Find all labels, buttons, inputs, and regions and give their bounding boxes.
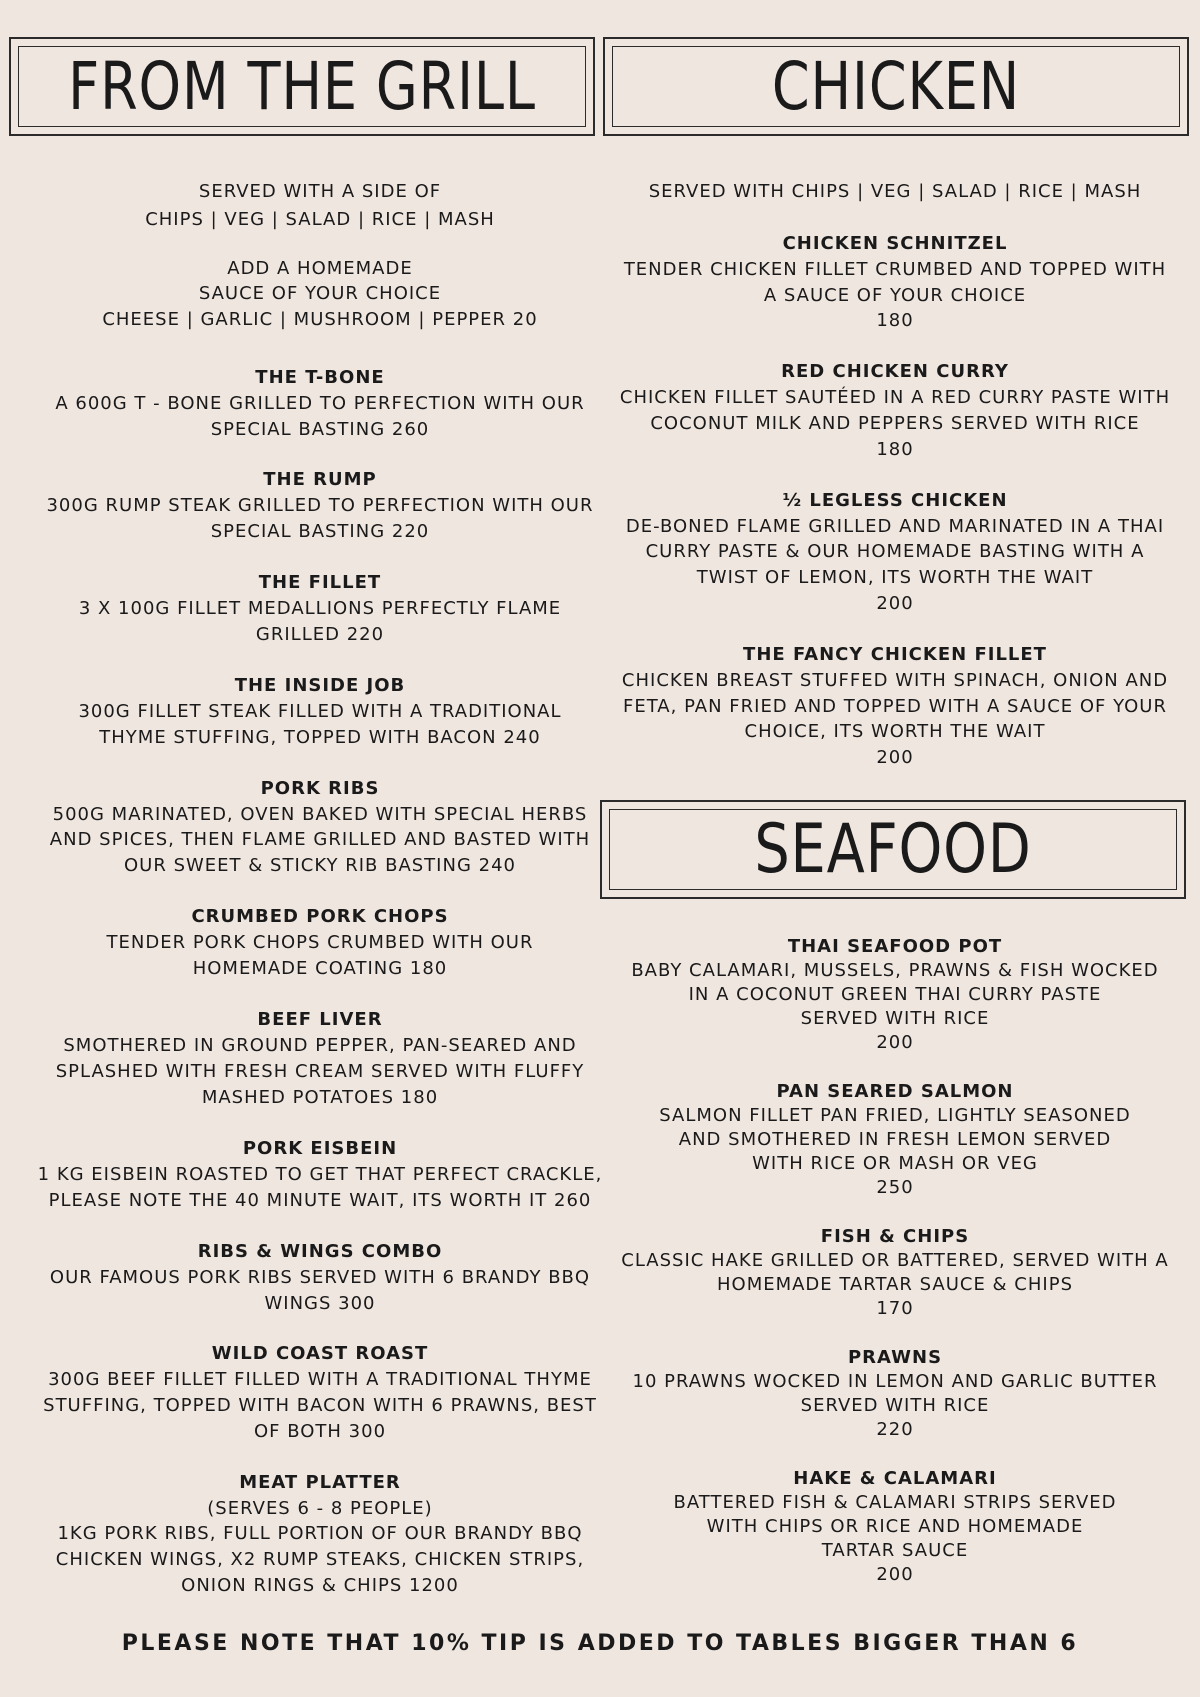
served-with-note: CHIPS | VEG | SALAD | RICE | MASH [145,209,495,230]
menu-item-description: AND SPICES, THEN FLAME GRILLED AND BASTED WITH [49,829,591,850]
menu-item-name: THE FANCY CHICKEN FILLET [743,644,1047,665]
menu-item-description: BABY CALAMARI, MUSSELS, PRAWNS & FISH WOCKED [631,960,1159,981]
menu-item-description: 300G FILLET STEAK FILLED WITH A TRADITIONAL [78,701,562,722]
served-with-note: SERVED WITH A SIDE OF [198,181,442,202]
menu-item-description: (SERVES 6 - 8 PEOPLE) [207,1498,433,1519]
menu-item-name: CRUMBED PORK CHOPS [191,906,449,927]
menu-item-description: 200 [876,1564,914,1585]
tip-notice: PLEASE NOTE THAT 10% TIP IS ADDED TO TABLES BIGGER THAN 6 [121,1631,1079,1656]
sauce-note: SAUCE OF YOUR CHOICE [198,283,442,304]
menu-item-description: 500G MARINATED, OVEN BAKED WITH SPECIAL HERBS [52,804,588,825]
menu-item-description: SPECIAL BASTING 220 [210,521,430,542]
seafood-heading-box [600,800,1186,899]
menu-item-name: RIBS & WINGS COMBO [197,1241,443,1262]
menu-item-description: 220 [876,1419,914,1440]
menu-item-description: OUR SWEET & STICKY RIB BASTING 240 [124,855,516,876]
menu-item-description: BATTERED FISH & CALAMARI STRIPS SERVED [673,1492,1117,1513]
menu-item-description: MASHED POTATOES 180 [201,1087,439,1108]
menu-item-name: PORK EISBEIN [242,1138,398,1159]
menu-item-description: 1 KG EISBEIN ROASTED TO GET THAT PERFECT CRACKLE, [37,1164,603,1185]
menu-item-description: STUFFING, TOPPED WITH BACON WITH 6 PRAWNS, BEST [43,1395,597,1416]
served-with-note: SERVED WITH CHIPS | VEG | SALAD | RICE | MASH [648,181,1142,202]
menu-item-description: 200 [876,593,914,614]
menu-item-description: 10 PRAWNS WOCKED IN LEMON AND GARLIC BUTTER [632,1371,1158,1392]
menu-item-name: CHICKEN SCHNITZEL [782,233,1008,254]
menu-item-description: OUR FAMOUS PORK RIBS SERVED WITH 6 BRANDY BBQ [49,1267,591,1288]
menu-item-description: COCONUT MILK AND PEPPERS SERVED WITH RICE [650,413,1140,434]
menu-item-description: SERVED WITH RICE [800,1008,990,1029]
menu-item-description: 200 [876,1032,914,1053]
menu-item-description: THYME STUFFING, TOPPED WITH BACON 240 [99,727,541,748]
menu-item-description: A SAUCE OF YOUR CHOICE [763,285,1027,306]
menu-item-name: BEEF LIVER [257,1009,383,1030]
menu-item-description: 3 X 100G FILLET MEDALLIONS PERFECTLY FLAME [78,598,562,619]
seafood-title: SEAFOOD [754,809,1032,889]
menu-item-description: GRILLED 220 [255,624,385,645]
menu-item-description: WITH RICE OR MASH OR VEG [752,1153,1038,1174]
sauce-note: ADD A HOMEMADE [227,258,413,279]
menu-item-description: DE-BONED FLAME GRILLED AND MARINATED IN A THAI [625,516,1165,537]
menu-item-name: THAI SEAFOOD POT [787,936,1003,957]
menu-item-description: 300G RUMP STEAK GRILLED TO PERFECTION WITH OUR [46,495,594,516]
menu-item-description: CURRY PASTE & OUR HOMEMADE BASTING WITH A [645,541,1145,562]
menu-item-name: PRAWNS [847,1347,943,1368]
menu-item-name: PAN SEARED SALMON [776,1081,1014,1102]
menu-item-description: TARTAR SAUCE [821,1540,969,1561]
menu-item-description: CHICKEN BREAST STUFFED WITH SPINACH, ONION AND [621,670,1169,691]
menu-item-description: 180 [876,310,914,331]
menu-item-name: WILD COAST ROAST [211,1343,429,1364]
menu-item-description: CLASSIC HAKE GRILLED OR BATTERED, SERVED WITH A [621,1250,1169,1271]
chicken-heading-box [603,37,1189,136]
menu-item-description: SALMON FILLET PAN FRIED, LIGHTLY SEASONED [659,1105,1131,1126]
menu-item-name: FISH & CHIPS [820,1226,970,1247]
menu-item-name: THE FILLET [258,572,382,593]
menu-item-description: ONION RINGS & CHIPS 1200 [181,1575,459,1596]
menu-item-description: SERVED WITH RICE [800,1395,990,1416]
menu-item-name: MEAT PLATTER [239,1472,401,1493]
menu-item-description: IN A COCONUT GREEN THAI CURRY PASTE [688,984,1102,1005]
menu-item-description: HOMEMADE COATING 180 [192,958,448,979]
chicken-title: CHICKEN [771,47,1021,125]
menu-item-description: 250 [876,1177,914,1198]
menu-item-description: OF BOTH 300 [253,1421,387,1442]
menu-item-description: TENDER CHICKEN FILLET CRUMBED AND TOPPED WITH [623,259,1167,280]
menu-item-description: A 600G T - BONE GRILLED TO PERFECTION WITH OUR [55,393,585,414]
menu-item-name: ½ LEGLESS CHICKEN [782,490,1008,511]
menu-item-description: 200 [876,747,914,768]
menu-item-description: 180 [876,439,914,460]
menu-item-name: RED CHICKEN CURRY [781,361,1009,382]
menu-item-description: CHOICE, ITS WORTH THE WAIT [744,721,1046,742]
menu-item-description: 300G BEEF FILLET FILLED WITH A TRADITIONAL THYME [48,1369,592,1390]
menu-item-description: SPLASHED WITH FRESH CREAM SERVED WITH FLUFFY [55,1061,585,1082]
menu-item-name: THE RUMP [263,469,377,490]
menu-item-description: WITH CHIPS OR RICE AND HOMEMADE [706,1516,1084,1537]
menu-item-description: AND SMOTHERED IN FRESH LEMON SERVED [678,1129,1112,1150]
menu-item-description: CHICKEN FILLET SAUTÉED IN A RED CURRY PASTE WITH [619,387,1171,408]
menu-item-description: SPECIAL BASTING 260 [210,419,430,440]
menu-item-description: CHICKEN WINGS, X2 RUMP STEAKS, CHICKEN STRIPS, [55,1549,585,1570]
menu-item-description: HOMEMADE TARTAR SAUCE & CHIPS [716,1274,1073,1295]
sauce-note: CHEESE | GARLIC | MUSHROOM | PEPPER 20 [102,309,538,330]
menu-item-description: TENDER PORK CHOPS CRUMBED WITH OUR [106,932,534,953]
grill-title: FROM THE GRILL [68,47,536,125]
menu-item-description: FETA, PAN FRIED AND TOPPED WITH A SAUCE OF YOUR [622,696,1167,717]
menu-item-description: TWIST OF LEMON, ITS WORTH THE WAIT [696,567,1094,588]
menu-item-name: THE INSIDE JOB [234,675,406,696]
menu-item-description: WINGS 300 [264,1293,376,1314]
menu-item-description: 1KG PORK RIBS, FULL PORTION OF OUR BRANDY BBQ [57,1523,583,1544]
menu-item-name: PORK RIBS [260,778,380,799]
menu-item-description: 170 [876,1298,914,1319]
menu-item-name: THE T-BONE [255,367,385,388]
menu-item-name: HAKE & CALAMARI [793,1468,997,1489]
grill-heading-box [9,37,595,136]
menu-item-description: PLEASE NOTE THE 40 MINUTE WAIT, ITS WORTH IT 260 [48,1190,592,1211]
menu-item-description: SMOTHERED IN GROUND PEPPER, PAN-SEARED AND [63,1035,577,1056]
